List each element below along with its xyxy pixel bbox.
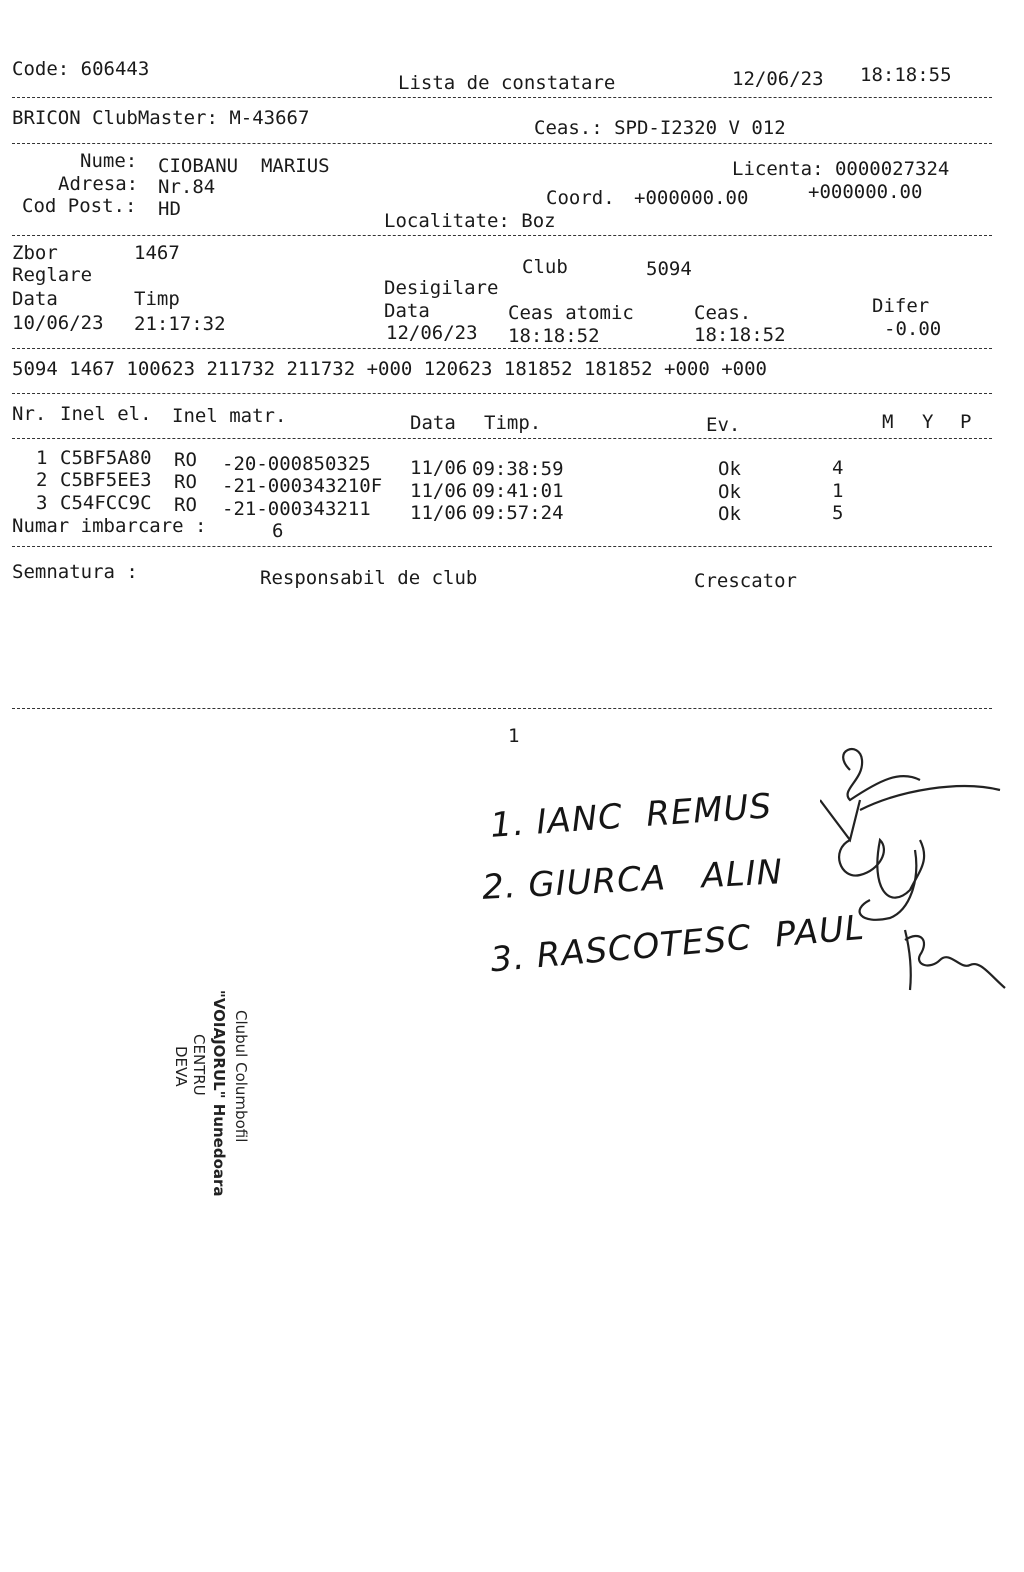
numar-imbarcare-value: 6 — [272, 520, 284, 542]
row-inel-matr: -20-000850325 — [222, 453, 371, 475]
zbor-value: 1467 — [134, 242, 180, 264]
row-m: 4 — [832, 457, 844, 479]
report-time: 18:18:55 — [860, 64, 952, 86]
coord-x: +000000.00 — [634, 187, 749, 209]
row-nr: 2 — [36, 469, 48, 491]
ceas-atomic-value: 18:18:52 — [508, 325, 600, 347]
codpost-value: HD — [158, 198, 181, 220]
coord-y: +000000.00 — [808, 181, 923, 203]
handwritten-name-3: 3. RASCOTESC PAUL — [488, 907, 867, 981]
col-p: P — [960, 411, 972, 433]
clubmaster-id: BRICON ClubMaster: M-43667 — [12, 107, 310, 129]
row-timp: 09:38:59 — [472, 458, 564, 480]
col-inel-matr: Inel matr. — [172, 405, 287, 427]
adresa-label: Adresa: — [58, 173, 139, 195]
divider — [12, 708, 992, 709]
clock-id: Ceas.: SPD-I2320 V 012 — [534, 117, 786, 139]
stamp-line-4: DEVA — [172, 1046, 190, 1087]
row-timp: 09:57:24 — [472, 502, 564, 524]
col-y: Y — [922, 411, 934, 433]
row-data: 11/06 — [410, 457, 468, 479]
divider — [12, 393, 992, 394]
desigilare-data-value: 12/06/23 — [386, 322, 478, 344]
desigilare-data-label: Data — [384, 300, 430, 322]
row-nr: 3 — [36, 492, 48, 514]
reglare-label: Reglare — [12, 264, 93, 286]
localitate: Localitate: Boz — [384, 210, 556, 232]
divider — [12, 143, 992, 144]
code-label: Code: 606443 — [12, 58, 150, 80]
row-inel-matr: -21-000343210F — [222, 475, 383, 497]
nume-value: CIOBANU MARIUS — [158, 155, 330, 177]
club-value: 5094 — [646, 258, 692, 280]
col-inel-el: Inel el. — [60, 403, 152, 425]
row-ev: Ok — [718, 481, 741, 503]
row-tara: RO — [174, 494, 197, 516]
desigilare-label: Desigilare — [384, 277, 499, 299]
signature-1 — [820, 749, 1000, 840]
signature-2 — [839, 840, 924, 920]
licenta: Licenta: 0000027324 — [732, 158, 950, 180]
page-number: 1 — [508, 725, 520, 747]
row-nr: 1 — [36, 447, 48, 469]
ceas-label: Ceas. — [694, 302, 752, 324]
row-m: 1 — [832, 480, 844, 502]
adresa-value: Nr.84 — [158, 176, 216, 198]
col-data: Data — [410, 412, 456, 434]
row-tara: RO — [174, 471, 197, 493]
signature-3 — [905, 930, 1005, 990]
crescator-label: Crescator — [694, 570, 797, 592]
row-inel-el: C5BF5EE3 — [60, 469, 152, 491]
row-tara: RO — [174, 449, 197, 471]
handwritten-name-1: 1. IANC REMUS — [488, 786, 774, 846]
divider — [12, 546, 992, 547]
divider — [12, 235, 992, 236]
stamp-line-2: "VOIAJORUL" Hunedoara — [210, 990, 228, 1197]
reglare-timp-label: Timp — [134, 288, 180, 310]
signature-scribbles — [820, 740, 1010, 1000]
col-m: M — [882, 411, 894, 433]
coord-label: Coord. — [546, 187, 615, 209]
club-label: Club — [522, 256, 568, 278]
difer-value: -0.00 — [884, 318, 942, 340]
divider — [12, 97, 992, 98]
ceas-value: 18:18:52 — [694, 324, 786, 346]
ceas-atomic-label: Ceas atomic — [508, 302, 634, 324]
report-date: 12/06/23 — [732, 68, 824, 90]
numar-imbarcare-label: Numar imbarcare : — [12, 515, 207, 537]
reglare-timp-value: 21:17:32 — [134, 313, 226, 335]
col-ev: Ev. — [706, 414, 741, 436]
stamp-line-1: Clubul Columbofil — [232, 1010, 250, 1143]
row-ev: Ok — [718, 458, 741, 480]
col-timp: Timp. — [484, 412, 542, 434]
club-stamp — [160, 990, 280, 1197]
row-inel-el: C54FCC9C — [60, 492, 152, 514]
zbor-label: Zbor — [12, 242, 58, 264]
divider — [12, 348, 992, 349]
reglare-data-label: Data — [12, 288, 58, 310]
document-title: Lista de constatare — [398, 72, 616, 94]
col-nr: Nr. — [12, 403, 47, 425]
summary-line: 5094 1467 100623 211732 211732 +000 120623 181852 181852 +000 +000 — [12, 358, 767, 380]
row-data: 11/06 — [410, 480, 468, 502]
codpost-label: Cod Post.: — [22, 195, 137, 217]
nume-label: Nume: — [80, 150, 138, 172]
difer-label: Difer — [872, 295, 930, 317]
row-inel-el: C5BF5A80 — [60, 447, 152, 469]
stamp-line-3: CENTRU — [190, 1034, 208, 1096]
divider — [12, 438, 992, 439]
row-ev: Ok — [718, 503, 741, 525]
reglare-data-value: 10/06/23 — [12, 312, 104, 334]
row-data: 11/06 — [410, 502, 468, 524]
handwritten-name-2: 2. GIURCA ALIN — [481, 852, 785, 908]
semnatura-label: Semnatura : — [12, 561, 138, 583]
row-inel-matr: -21-000343211 — [222, 498, 371, 520]
responsabil-label: Responsabil de club — [260, 567, 478, 589]
row-m: 5 — [832, 502, 844, 524]
row-timp: 09:41:01 — [472, 480, 564, 502]
